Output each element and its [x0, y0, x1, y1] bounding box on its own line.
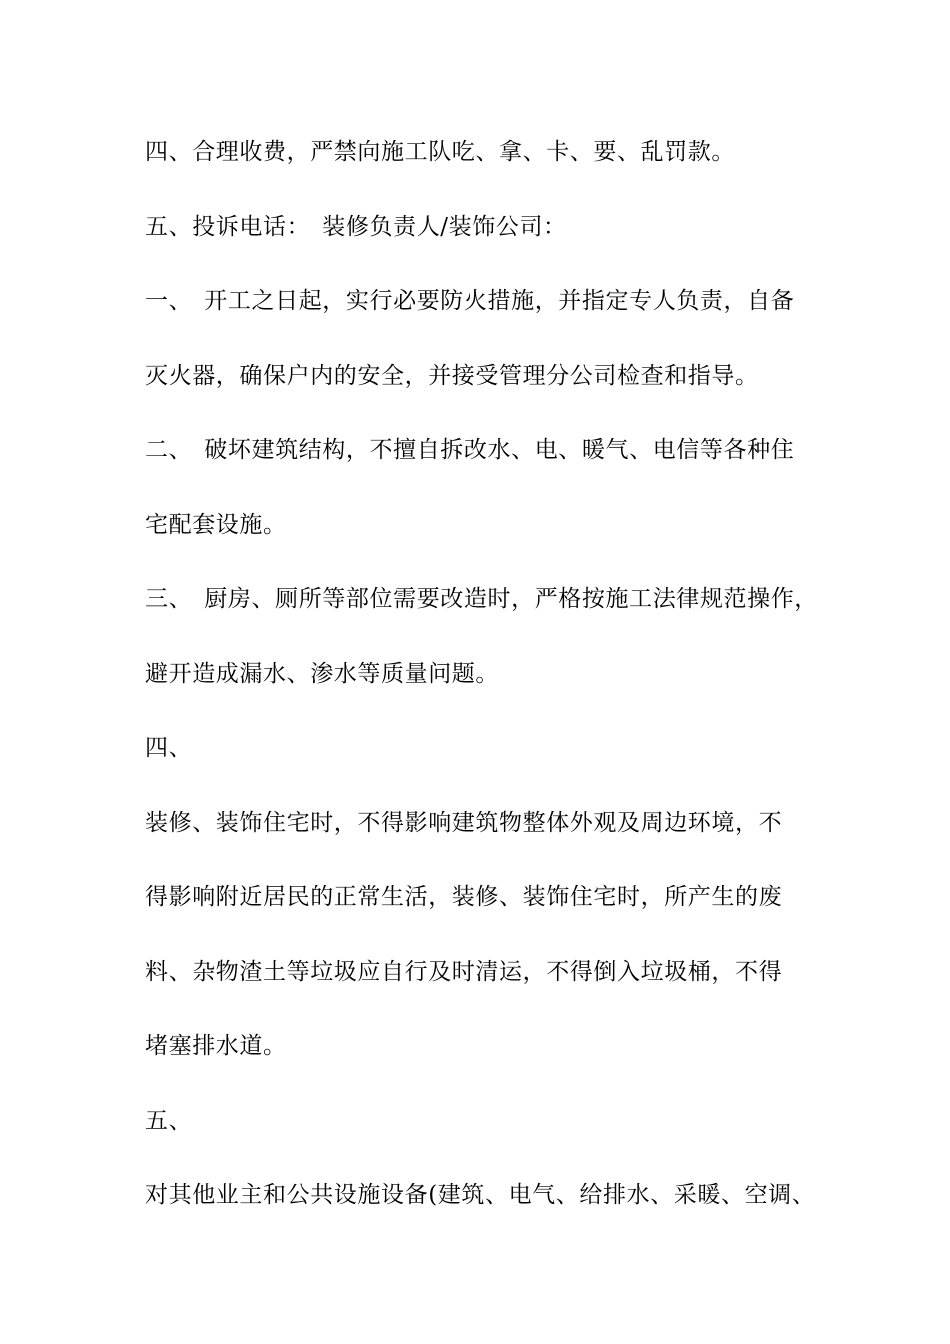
text-line: 对其他业主和公共设施设备(建筑、电气、给排水、采暖、空调、 [145, 1182, 816, 1208]
text-line: 避开造成漏水、渗水等质量问题。 [145, 661, 499, 687]
text-line: 五、投诉电话： 装修负责人/装饰公司： [145, 214, 567, 240]
text-line: 宅配套设施。 [145, 512, 287, 538]
text-line: 得影响附近居民的正常生活，装修、装饰住宅时，所产生的废 [145, 884, 783, 910]
text-line: 一、 开工之日起，实行必要防火措施，并指定专人负责，自备 [145, 288, 795, 314]
text-line: 料、杂物渣土等垃圾应自行及时清运，不得倒入垃圾桶，不得 [145, 959, 783, 985]
text-line: 堵塞排水道。 [145, 1033, 287, 1059]
text-line: 三、 厨房、厕所等部位需要改造时，严格按施工法律规范操作， [145, 586, 818, 612]
text-line: 四、合理收费，严禁向施工队吃、拿、卡、要、乱罚款。 [145, 139, 735, 165]
text-line: 五、 [145, 1108, 193, 1134]
text-line: 二、 破坏建筑结构，不擅自拆改水、电、暖气、电信等各种住 [145, 437, 795, 463]
text-line: 灭火器，确保户内的安全，并接受管理分公司检查和指导。 [145, 363, 759, 389]
text-line: 四、 [145, 735, 193, 761]
text-line: 装修、装饰住宅时，不得影响建筑物整体外观及周边环境，不 [145, 810, 783, 836]
